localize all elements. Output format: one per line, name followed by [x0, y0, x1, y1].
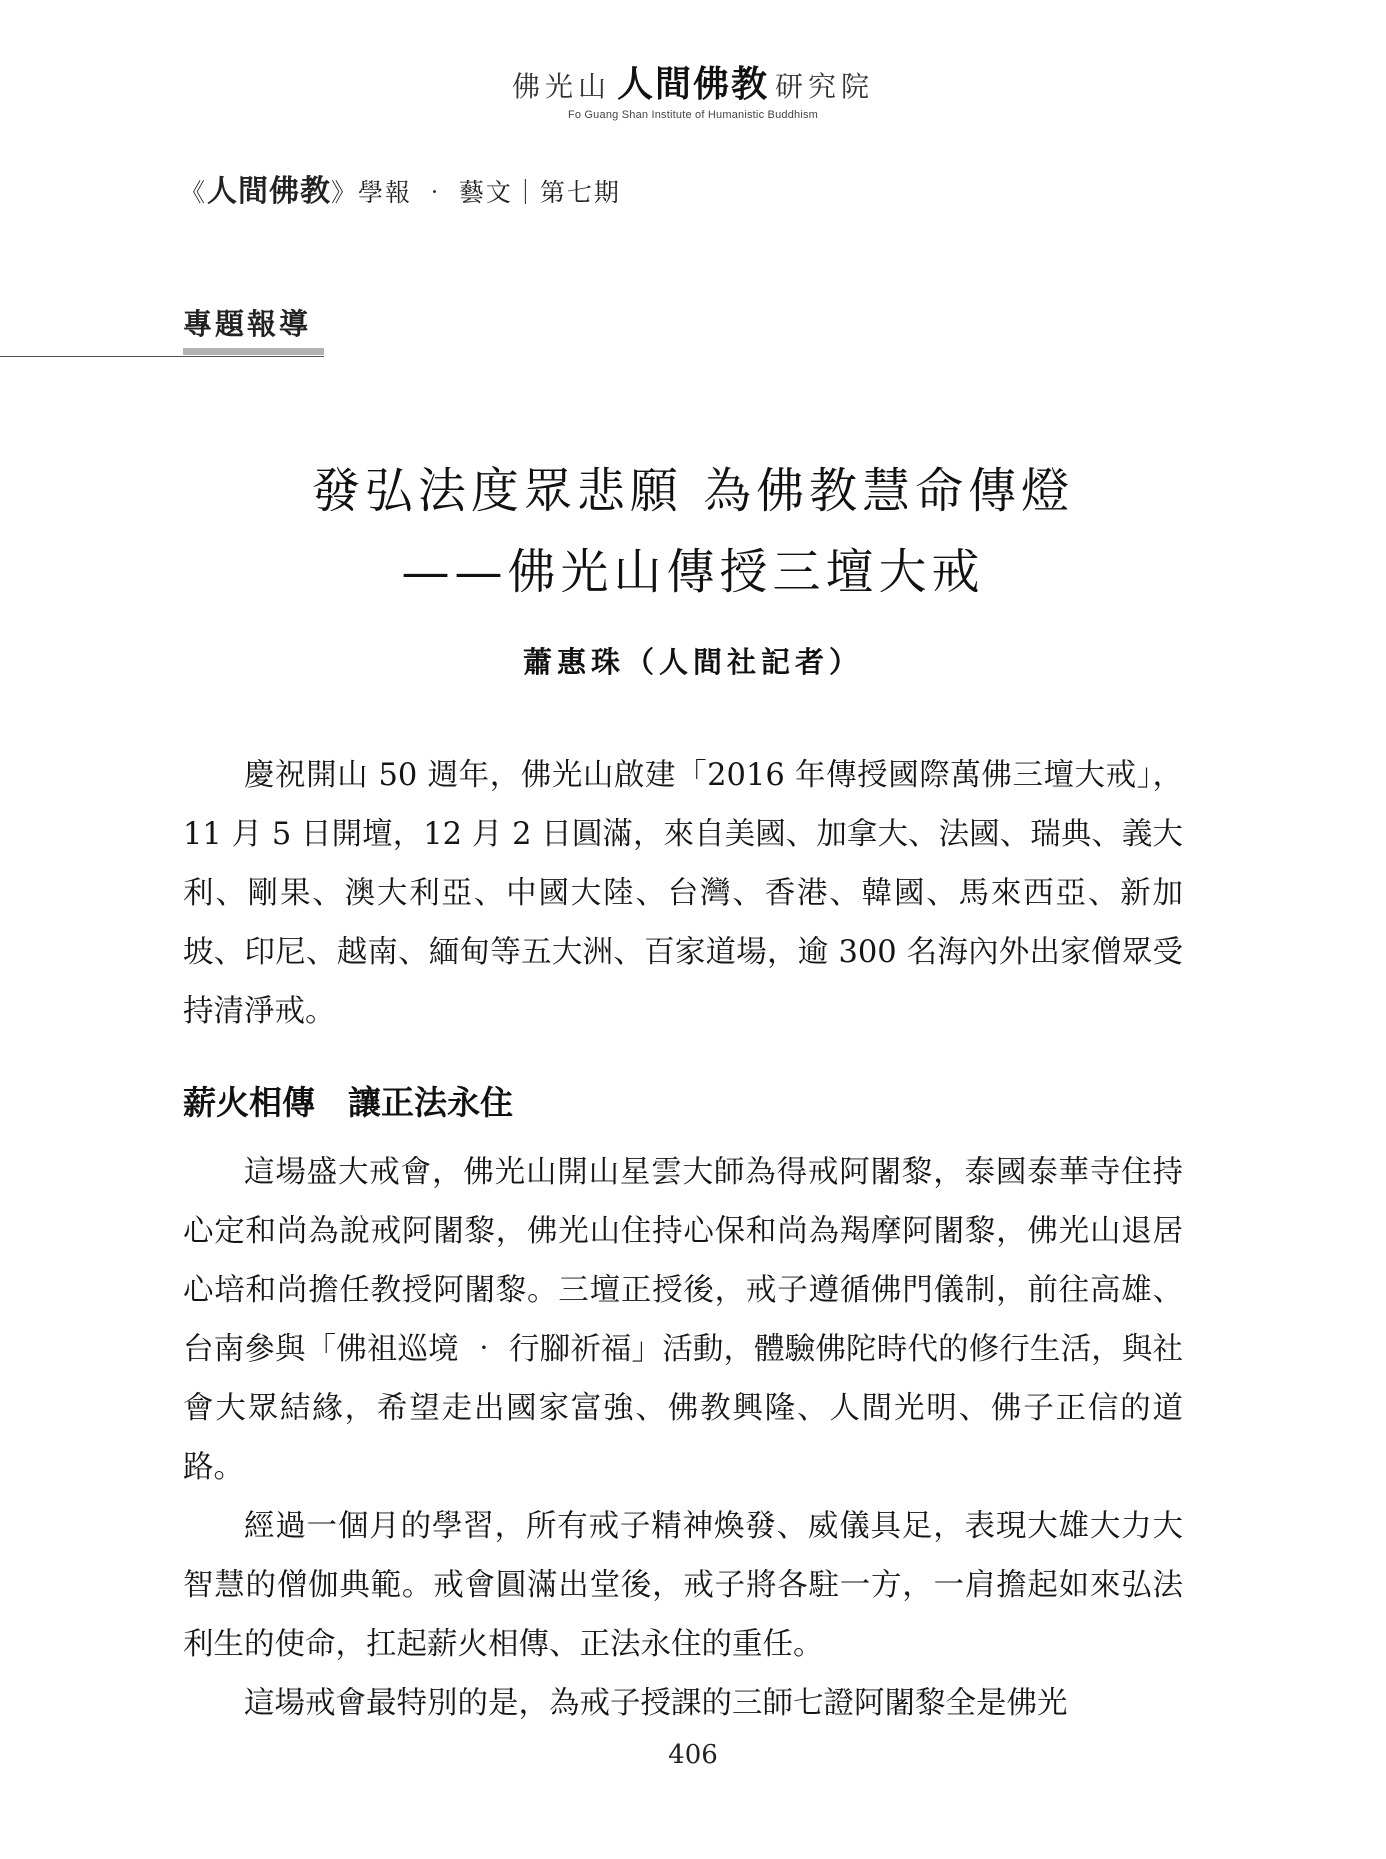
body-paragraph: 這場盛大戒會，佛光山開山星雲大師為得戒阿闍黎，泰國泰華寺住持心定和尚為說戒阿闍黎，佛光山住持心保和尚為羯摩阿闍黎，佛光山退居心培和尚擔任教授阿闍黎。三壇正授後，戒子遵循佛門儀制，前往高雄、台南參與「佛祖巡境 ‧ 行腳祈福」活動，體驗佛陀時代的修行生活，與社會大眾結緣，希望走出國家富強、佛教興隆、人間光明、佛子正信的道路。 [183, 1155, 1183, 1485]
body-paragraph: 經過一個月的學習，所有戒子精神煥發、威儀具足，表現大雄大力大智慧的僧伽典範。戒會圓滿出堂後，戒子將各駐一方，一肩擔起如來弘法利生的使命，扛起薪火相傳、正法永住的重任。 [183, 1509, 1183, 1662]
article-author: 蕭惠珠（人間社記者） [522, 645, 863, 679]
institute-logo-calligraphy: 人間佛教 [616, 63, 769, 105]
section-label: 專題報導 [183, 307, 312, 341]
journal-issue-info: 》學報 ‧ 藝文｜第七期 [331, 178, 621, 207]
institute-name-left: 佛光山 [511, 70, 611, 103]
section-heading: 薪火相傳 讓正法永住 [183, 1083, 513, 1122]
institute-name [0, 56, 1386, 107]
body-paragraph: 慶祝開山 50 週年，佛光山啟建「2016 年傳授國際萬佛三壇大戒」，11 月 5 日開壇，12 月 2 日圓滿，來自美國、加拿大、法國、瑞典、義大利、剛果、澳大利亞、中國大陸、台灣、香港、韓國、馬來西亞、新加坡、印尼、越南、緬甸等五大洲、百家道場，逾 300 名海內外出家僧眾受持清淨戒。 [183, 758, 1183, 1029]
body-paragraph: 這場戒會最特別的是，為戒子授課的三師七證阿闍黎全是佛光 [244, 1686, 1068, 1721]
section-divider-rule [0, 356, 324, 357]
journal-bracket-open: 《 [180, 178, 208, 207]
journal-title-calligraphy: 人間佛教 [207, 174, 332, 209]
section-label-underline [183, 348, 324, 355]
article-body [183, 746, 1183, 1733]
institute-header [0, 56, 1386, 121]
institute-name-right: 研究院 [775, 70, 875, 103]
article-subtitle: ——佛光山傳授三壇大戒 [401, 544, 985, 600]
journal-running-header [180, 166, 621, 210]
article-title: 發弘法度眾悲願 為佛教慧命傳燈 [311, 463, 1075, 519]
page-number: 406 [668, 1740, 718, 1770]
institute-english-name: Fo Guang Shan Institute of Humanistic Buddhism [567, 109, 819, 121]
